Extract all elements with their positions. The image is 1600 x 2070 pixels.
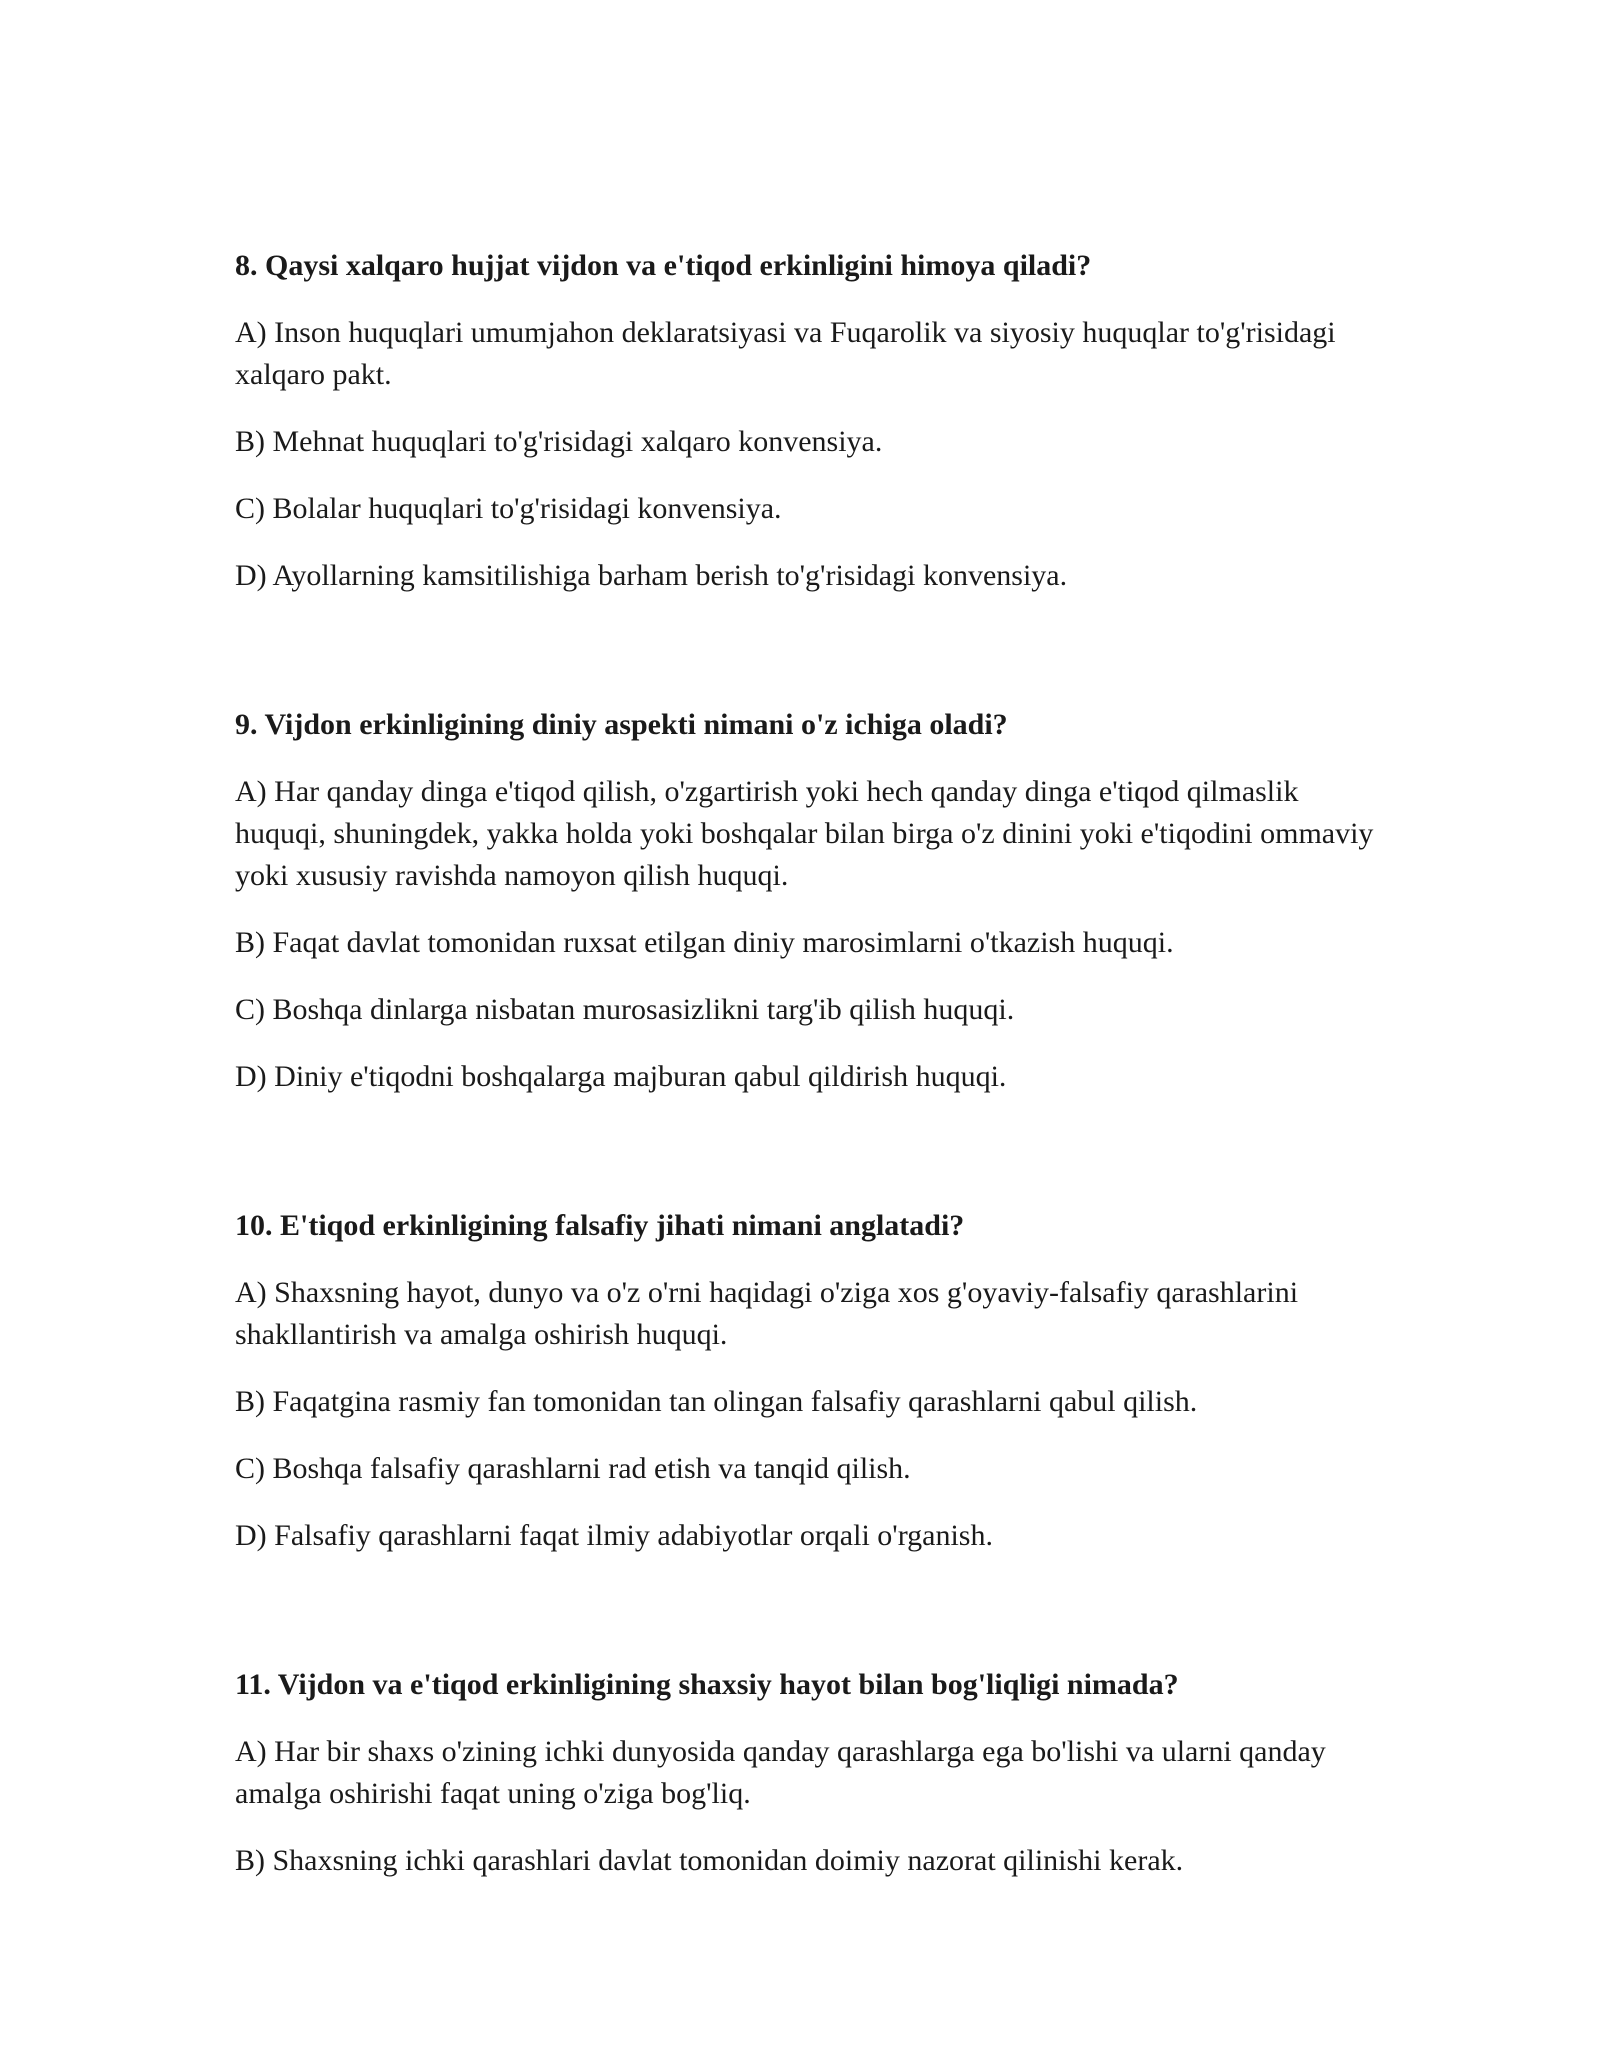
- question-11: [235, 1664, 1375, 1882]
- question-8: [235, 245, 1375, 597]
- answer-option-a: A) Shaxsning hayot, dunyo va o'z o'rni haqidagi o'ziga xos g'oyaviy-falsafiy qarashlarini shakllantirish va amalga oshirish huquqi.: [235, 1276, 1299, 1351]
- question-title: 9. Vijdon erkinligining diniy aspekti nimani o'z ichiga oladi?: [235, 708, 1008, 741]
- answer-option-b: B) Mehnat huquqlari to'g'risidagi xalqaro konvensiya.: [235, 425, 883, 458]
- answer-option-b: B) Faqatgina rasmiy fan tomonidan tan olingan falsafiy qarashlarni qabul qilish.: [235, 1385, 1198, 1418]
- question-9: [235, 704, 1375, 1098]
- answer-option-a: A) Inson huquqlari umumjahon deklaratsiyasi va Fuqarolik va siyosiy huquqlar to'g'risidagi xalqaro pakt.: [235, 316, 1336, 391]
- question-title: 10. E'tiqod erkinligining falsafiy jihati nimani anglatadi?: [235, 1209, 965, 1242]
- question-title: 11. Vijdon va e'tiqod erkinligining shaxsiy hayot bilan bog'liqligi nimada?: [235, 1668, 1179, 1701]
- answer-option-b: B) Shaxsning ichki qarashlari davlat tomonidan doimiy nazorat qilinishi kerak.: [235, 1844, 1184, 1877]
- answer-option-d: D) Falsafiy qarashlarni faqat ilmiy adabiyotlar orqali o'rganish.: [235, 1519, 993, 1552]
- question-title: 8. Qaysi xalqaro hujjat vijdon va e'tiqod erkinligini himoya qiladi?: [235, 249, 1092, 282]
- question-10: [235, 1205, 1375, 1557]
- answer-option-b: B) Faqat davlat tomonidan ruxsat etilgan diniy marosimlarni o'tkazish huquqi.: [235, 926, 1174, 959]
- document-content: [235, 245, 1375, 1989]
- answer-option-c: C) Boshqa dinlarga nisbatan murosasizlikni targ'ib qilish huquqi.: [235, 993, 1015, 1026]
- answer-option-a: A) Har qanday dinga e'tiqod qilish, o'zgartirish yoki hech qanday dinga e'tiqod qilmaslik huquqi, shuningdek, yakka holda yoki boshqalar bilan birga o'z dinini yoki e'tiqodini ommaviy yoki xususiy ravishda namoyon qilish huquqi.: [235, 775, 1374, 892]
- answer-option-d: D) Ayollarning kamsitilishiga barham berish to'g'risidagi konvensiya.: [235, 559, 1068, 592]
- answer-option-d: D) Diniy e'tiqodni boshqalarga majburan qabul qildirish huquqi.: [235, 1060, 1007, 1093]
- answer-option-c: C) Bolalar huquqlari to'g'risidagi konvensiya.: [235, 492, 782, 525]
- answer-option-a: A) Har bir shaxs o'zining ichki dunyosida qanday qarashlarga ega bo'lishi va ularni qanday amalga oshirishi faqat uning o'ziga bog'liq.: [235, 1735, 1326, 1810]
- answer-option-c: C) Boshqa falsafiy qarashlarni rad etish va tanqid qilish.: [235, 1452, 911, 1485]
